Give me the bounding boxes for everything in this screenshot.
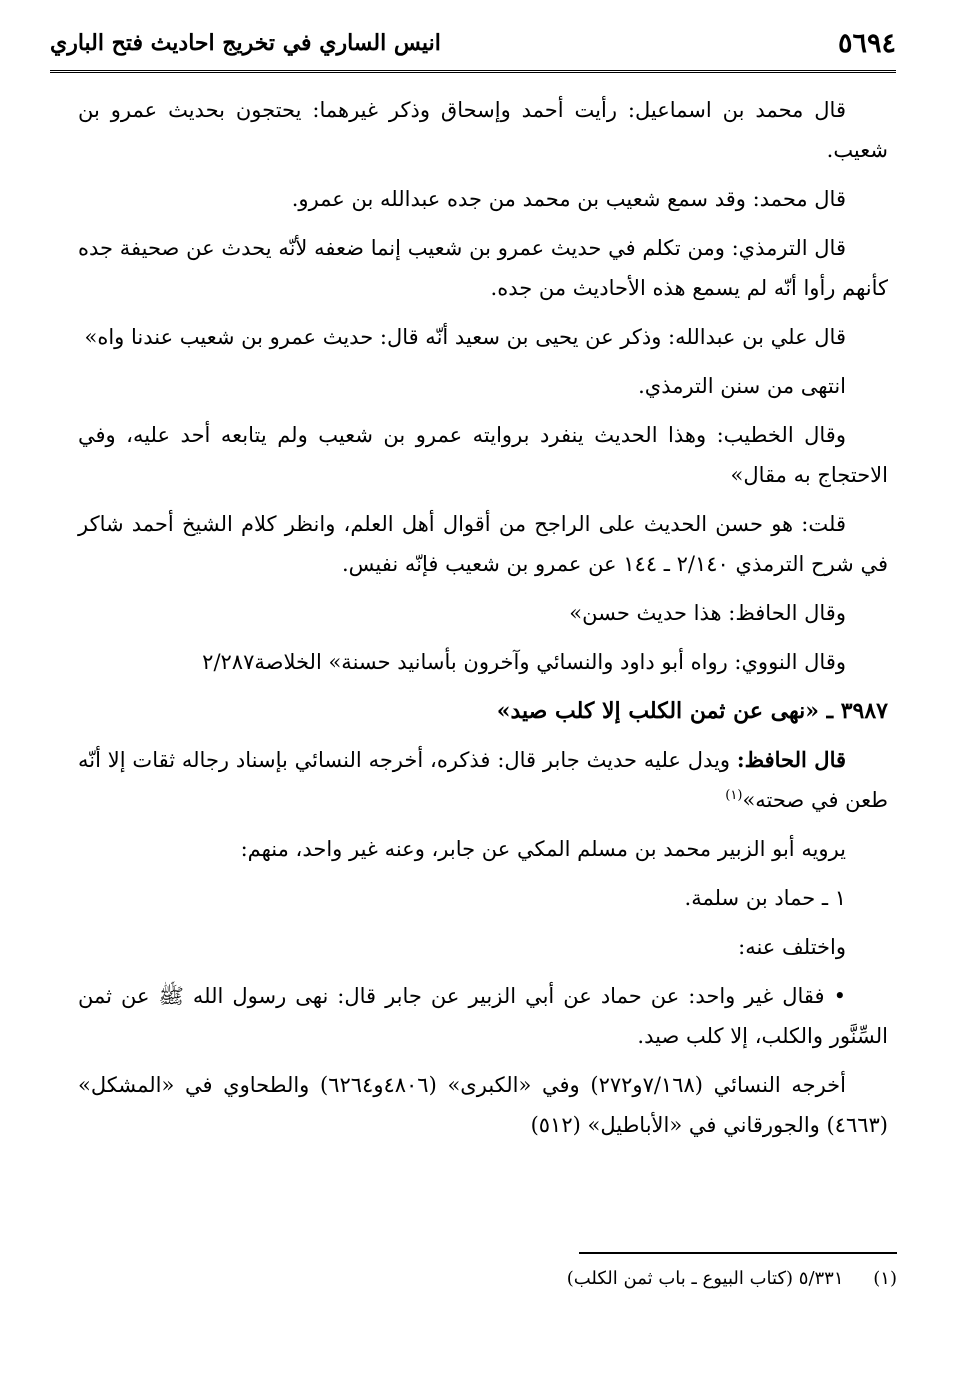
footnote	[97, 1265, 897, 1293]
running-title: انيس الساري في تخريج احاديث فتح الباري	[50, 30, 441, 56]
paragraph: يرويه أبو الزبير محمد بن مسلم المكي عن جابر، وعنه غير واحد، منهم:	[240, 837, 846, 861]
paragraph: قال محمد: وقد سمع شعيب بن محمد من جده عبدالله بن عمرو.	[291, 187, 846, 211]
footnote-divider	[579, 1252, 897, 1254]
page-number: ٥٦٩٤	[837, 28, 896, 59]
paragraph: قلت: هو حسن الحديث على الراجح من أقوال أهل العلم، وانظر كلام الشيخ أحمد شاكر في شرح الترمذي ٢/١٤٠ ـ ١٤٤ عن عمرو بن شعيب فإنّه نفيس.	[78, 512, 888, 576]
paragraph: انتهى من سنن الترمذي.	[638, 374, 846, 398]
main-text	[78, 90, 888, 1154]
paragraph	[78, 740, 888, 820]
footnote-reference[interactable]: (١)	[725, 788, 743, 803]
page-header	[50, 24, 896, 73]
paragraph: وقال النووي: رواه أبو داود والنسائي وآخرون بأسانيد حسنة» الخلاصة٢/٢٨٧	[202, 650, 846, 674]
paragraph: قال علي بن عبدالله: وذكر عن يحيى بن سعيد أنّه قال: حديث عمرو بن شعيب عندنا واه»	[84, 325, 846, 349]
list-item: ١ ـ حماد بن سلمة.	[684, 886, 846, 910]
footnote-number: (١)	[873, 1268, 897, 1289]
hadith-heading: ٣٩٨٧ ـ «نهى عن ثمن الكلب إلا كلب صيد»	[496, 698, 888, 724]
bullet-item: • فقال غير واحد: عن حماد عن أبي الزبير عن جابر قال: نهى رسول الله ﷺ عن ثمن السِّنَّور والكلب، إلا كلب صيد.	[78, 984, 888, 1048]
footnote-text: ٥/٣٣١ (كتاب البيوع ـ باب ثمن الكلب)	[566, 1268, 844, 1289]
paragraph: واختلف عنه:	[738, 935, 846, 959]
paragraph: وقال الحافظ: هذا حديث حسن»	[569, 601, 846, 625]
paragraph: وقال الخطيب: وهذا الحديث ينفرد بروايته عمرو بن شعيب ولم يتابعه أحد عليه، وفي الاحتجاج به مقال»	[78, 423, 888, 487]
paragraph: قال محمد بن اسماعيل: رأيت أحمد وإسحاق وذكر غيرهما: يحتجون بحديث عمرو بن شعيب.	[78, 98, 888, 162]
paragraph-lead: قال الحافظ:	[736, 747, 847, 772]
paragraph-text: ويدل عليه حديث جابر قال: فذكره، أخرجه النسائي بإسناد رجاله ثقات إلا أنّه طعن في صحته»	[78, 748, 888, 812]
paragraph: أخرجه النسائي (٧/١٦٨و٢٧٢) وفي «الكبرى» (٤٨٠٦و٦٢٦٤) والطحاوي في «المشكل» (٤٦٦٣) والجورقاني في «الأباطيل» (٥١٢)	[78, 1073, 888, 1137]
paragraph: قال الترمذي: ومن تكلم في حديث عمرو بن شعيب إنما ضعفه لأنّه يحدث عن صحيفة جده كأنهم رأوا أنّه لم يسمع هذه الأحاديث من جده.	[78, 236, 888, 300]
